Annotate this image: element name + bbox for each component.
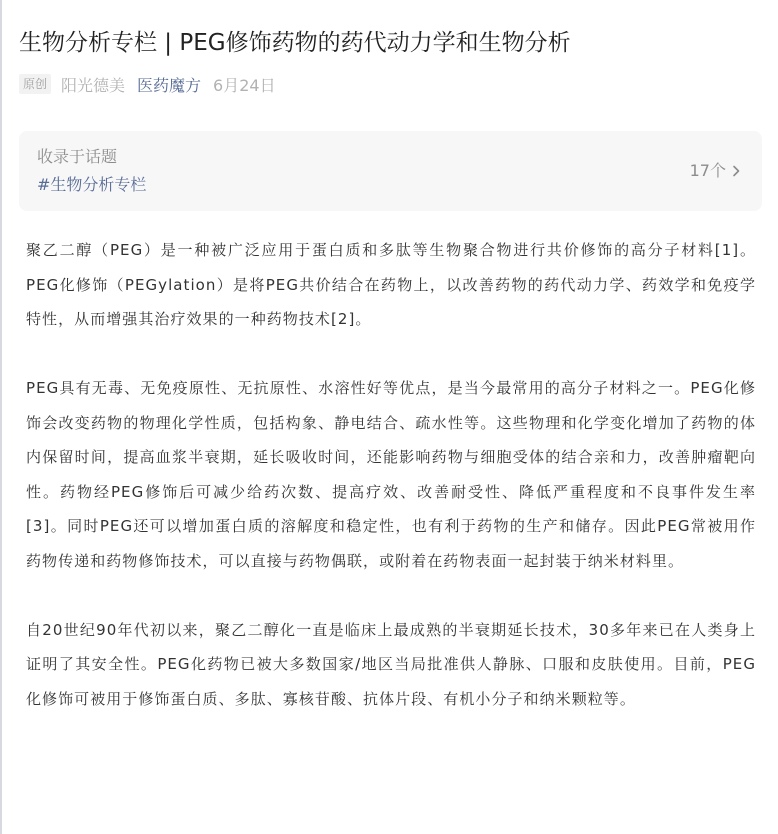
original-badge: 原创 [19, 74, 51, 94]
paragraph-intro: 聚乙二醇（PEG）是一种被广泛应用于蛋白质和多肽等生物聚合物进行共价修饰的高分子材料[1]。PEG化修饰（PEGylation）是将PEG共价结合在药物上，以改善药物的药代动力学、药效学和免疫学特性，从而增强其治疗效果的一种药物技术[2]。 [26, 241, 756, 328]
topic-count: 17个 [689, 161, 726, 180]
topic-label: 收录于话题 [37, 147, 118, 166]
publish-date: 6月24日 [213, 75, 276, 95]
article-title: 生物分析专栏 | PEG修饰药物的药代动力学和生物分析 [19, 30, 571, 56]
paragraph-gap [26, 337, 756, 372]
topic-name[interactable]: #生物分析专栏 [37, 175, 147, 194]
paragraph-properties: PEG具有无毒、无免疫原性、无抗原性、水溶性好等优点，是当今最常用的高分子材料之一。PEG化修饰会改变药物的物理化学性质，包括构象、静电结合、疏水性等。这些物理和化学变化增加了药物的体内保留时间，提高血浆半衰期，延长吸收时间，还能影响药物与细胞受体的结合亲和力，改善肿瘤靶向性。药物经PEG修饰后可减少给药次数、提高疗效、改善耐受性、降低严重程度和不良事件发生率[3]。同时PEG还可以增加蛋白质的溶解度和稳定性，也有利于药物的生产和储存。因此PEG常被用作药物传递和药物修饰技术，可以直接与药物偶联，或附着在药物表面一起封装于纳米材料里。 [26, 379, 756, 570]
chevron-right-icon [730, 165, 742, 177]
author-name: 阳光德美 [61, 75, 126, 95]
window-left-edge [0, 0, 2, 834]
article-body [26, 233, 756, 716]
paragraph-history: 自20世纪90年代初以来，聚乙二醇化一直是临床上最成熟的半衰期延长技术，30多年来已在人类身上证明了其安全性。PEG化药物已被大多数国家/地区当局批准供人静脉、口服和皮肤使用。目前，PEG化修饰可被用于修饰蛋白质、多肽、寡核苷酸、抗体片段、有机小分子和纳米颗粒等。 [26, 620, 756, 708]
account-link[interactable]: 医药魔方 [137, 75, 202, 95]
paragraph-gap [26, 578, 756, 613]
topic-card[interactable] [19, 131, 762, 211]
article-meta [19, 72, 276, 96]
